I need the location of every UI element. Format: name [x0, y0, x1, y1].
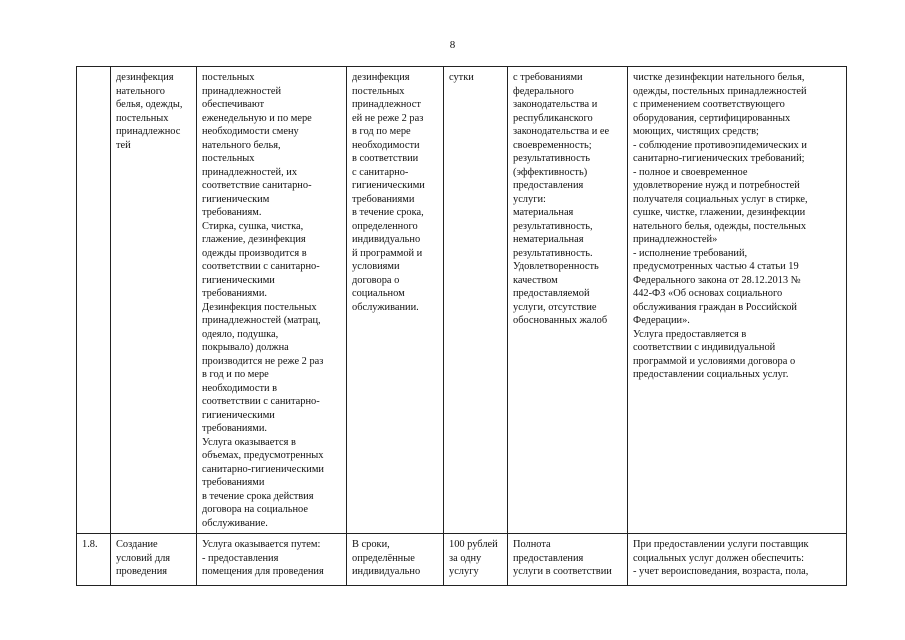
text-line: ей не реже 2 раз [352, 112, 424, 124]
text-line: соответствие санитарно- [202, 180, 312, 191]
text-line: определенного [352, 220, 418, 232]
text-line: проведения [116, 566, 168, 577]
text-line: своевременность; [513, 139, 592, 151]
text-line: еженедельную и по мере [202, 112, 312, 124]
cell-quality-indicators [508, 534, 628, 586]
text-line: предусмотренных частью 4 статьи 19 [633, 261, 799, 272]
text-line: дезинфекция [352, 72, 410, 83]
text-line: нательного белья, [202, 139, 281, 151]
text-line: с санитарно- [352, 166, 409, 178]
text-line: нематериальная [513, 234, 584, 245]
text-line: санитарно-гигиеническими [202, 463, 324, 475]
text-line: 1.8. [82, 539, 98, 550]
text-line: требованиями [352, 193, 415, 205]
text-line: одежды, постельных принадлежностей [633, 85, 807, 97]
text-line: результативность [513, 153, 591, 164]
text-line: Удовлетворенность [513, 261, 599, 272]
text-line: с требованиями [513, 72, 583, 83]
text-line: Федерального закона от 28.12.2013 № [633, 274, 801, 286]
cell-conditions [628, 67, 847, 534]
text-line: обеспечивают [202, 99, 265, 110]
text-line: гигиеническими [202, 409, 275, 421]
text-line: моющих, чистящих средств; [633, 126, 759, 137]
text-line: сушке, чистке, глажении, дезинфекции [633, 207, 806, 218]
cell-tariff [444, 67, 508, 534]
text-line: (эффективность) [513, 166, 588, 178]
text-line: чистке дезинфекции нательного белья, [633, 72, 805, 83]
text-line: условиями [352, 261, 400, 272]
text-line: требованиями [202, 477, 265, 488]
text-line: требованиями. [202, 423, 267, 434]
text-line: дезинфекция [116, 72, 174, 83]
text-line: оборудования, сертифицированных [633, 112, 791, 124]
text-line: обслуживании. [352, 301, 419, 313]
text-line: предоставлении социальных услуг. [633, 369, 789, 380]
text-line: Федерации». [633, 315, 690, 326]
text-line: объемах, предусмотренных [202, 450, 324, 461]
text-line: требованиями. [202, 288, 267, 299]
cell-tariff [444, 534, 508, 586]
text-line: требованиям. [202, 207, 262, 218]
text-line: При предоставлении услуги поставщик [633, 539, 809, 550]
text-line: законодательства и [513, 99, 598, 110]
text-line: за одну [449, 552, 482, 564]
text-line: сутки [449, 72, 474, 83]
text-line: в соответствии [352, 153, 419, 164]
text-line: в течение срока действия [202, 490, 314, 502]
text-line: индивидуально [352, 234, 421, 245]
text-line: принадлежностей [202, 85, 282, 97]
cell-number [77, 67, 111, 534]
text-line: удовлетворение нужд и потребностей [633, 180, 800, 191]
cell-description [197, 67, 347, 534]
text-line: обоснованных жалоб [513, 315, 608, 326]
text-line: социальном [352, 288, 405, 299]
text-line: результативность, [513, 220, 593, 232]
text-line: покрывало) должна [202, 342, 289, 353]
text-line: республиканского [513, 112, 593, 124]
text-line: принадлежнос [116, 126, 181, 137]
text-line: Стирка, сушка, чистка, [202, 220, 304, 232]
text-line: необходимости [352, 139, 420, 151]
text-line: Услуга оказывается путем: [202, 539, 321, 550]
text-line: постельных [352, 85, 405, 97]
text-line: - учет вероисповедания, возраста, пола, [633, 566, 809, 577]
text-line: нательного [116, 85, 165, 97]
text-line: глажение, дезинфекция [202, 234, 306, 245]
text-line: постельных [202, 153, 255, 164]
text-line: санитарно-гигиенических требований; [633, 153, 805, 164]
text-line: В сроки, [352, 539, 390, 550]
text-line: 442-ФЗ «Об основах социального [633, 288, 783, 299]
text-line: услугу [449, 566, 479, 577]
cell-quality-indicators [508, 67, 628, 534]
text-line: в год по мере [352, 126, 411, 137]
text-line: определённые [352, 552, 415, 564]
text-line: федерального [513, 85, 574, 97]
text-line: получателя социальных услуг в стирке, [633, 193, 808, 205]
text-line: необходимости смену [202, 126, 299, 137]
text-line: одежды производится в [202, 247, 307, 259]
text-line: 100 рублей [449, 539, 498, 550]
text-line: белья, одежды, [116, 99, 183, 110]
text-line: результативность. [513, 247, 593, 259]
text-line: - предоставления [202, 552, 279, 564]
text-line: постельных [202, 72, 255, 83]
text-line: договора на социальное [202, 504, 308, 515]
text-line: соответствии с санитарно- [202, 396, 320, 407]
text-line: договора о [352, 274, 400, 286]
text-line: - соблюдение противоэпидемических и [633, 139, 807, 151]
text-line: социальных услуг должен обеспечить: [633, 552, 804, 564]
text-line: Услуга предоставляется в [633, 328, 747, 340]
text-line: услуги в соответствии [513, 566, 612, 577]
text-line: гигиеническим [202, 193, 270, 205]
text-line: законодательства и ее [513, 126, 610, 137]
text-line: принадлежностей» [633, 234, 718, 245]
text-line: нательного белья, одежды, постельных [633, 220, 807, 232]
text-line: индивидуально [352, 566, 421, 577]
text-line: в год и по мере [202, 369, 269, 380]
cell-deadline [347, 67, 444, 534]
text-line: Полнота [513, 539, 551, 550]
text-line: постельных [116, 112, 169, 124]
cell-conditions [628, 534, 847, 586]
text-line: обслуживания граждан в Российской [633, 301, 797, 313]
text-line: предоставляемой [513, 288, 590, 299]
text-line: предоставления [513, 180, 584, 191]
text-line: с применением соответствующего [633, 99, 785, 110]
cell-number [77, 534, 111, 586]
text-line: гигиеническими [202, 274, 275, 286]
text-line: услуги: [513, 193, 546, 205]
text-line: принадлежностей, их [202, 166, 298, 178]
text-line: Создание [116, 539, 158, 550]
text-line: Услуга оказывается в [202, 436, 296, 448]
cell-service-name [111, 534, 197, 586]
text-line: соответствии с индивидуальной [633, 342, 776, 353]
text-line: услуги, отсутствие [513, 301, 597, 313]
table-row [77, 67, 847, 534]
text-line: необходимости в [202, 382, 278, 394]
table-row [77, 534, 847, 586]
text-line: - исполнение требований, [633, 247, 748, 259]
cell-deadline [347, 534, 444, 586]
text-line: гигиеническими [352, 180, 425, 191]
text-line: - полное и своевременное [633, 166, 748, 178]
text-line: й программой и [352, 247, 423, 259]
cell-description [197, 534, 347, 586]
text-line: Дезинфекция постельных [202, 301, 317, 313]
text-line: в течение срока, [352, 207, 424, 218]
text-line: программой и условиями договора о [633, 355, 796, 367]
text-line: материальная [513, 207, 574, 218]
cell-service-name [111, 67, 197, 534]
text-line: помещения для проведения [202, 566, 324, 577]
text-line: предоставления [513, 552, 584, 564]
services-table [76, 66, 847, 586]
text-line: обслуживание. [202, 517, 268, 529]
text-line: одеяло, подушка, [202, 328, 279, 340]
text-line: принадлежностей (матрац, [202, 315, 321, 326]
text-line: качеством [513, 274, 558, 286]
page-number: 8 [449, 39, 456, 51]
text-line: принадлежност [352, 99, 421, 110]
text-line: условий для [116, 552, 171, 564]
text-line: производится не реже 2 раз [202, 355, 324, 367]
text-line: соответствии с санитарно- [202, 261, 320, 272]
text-line: тей [116, 139, 131, 151]
